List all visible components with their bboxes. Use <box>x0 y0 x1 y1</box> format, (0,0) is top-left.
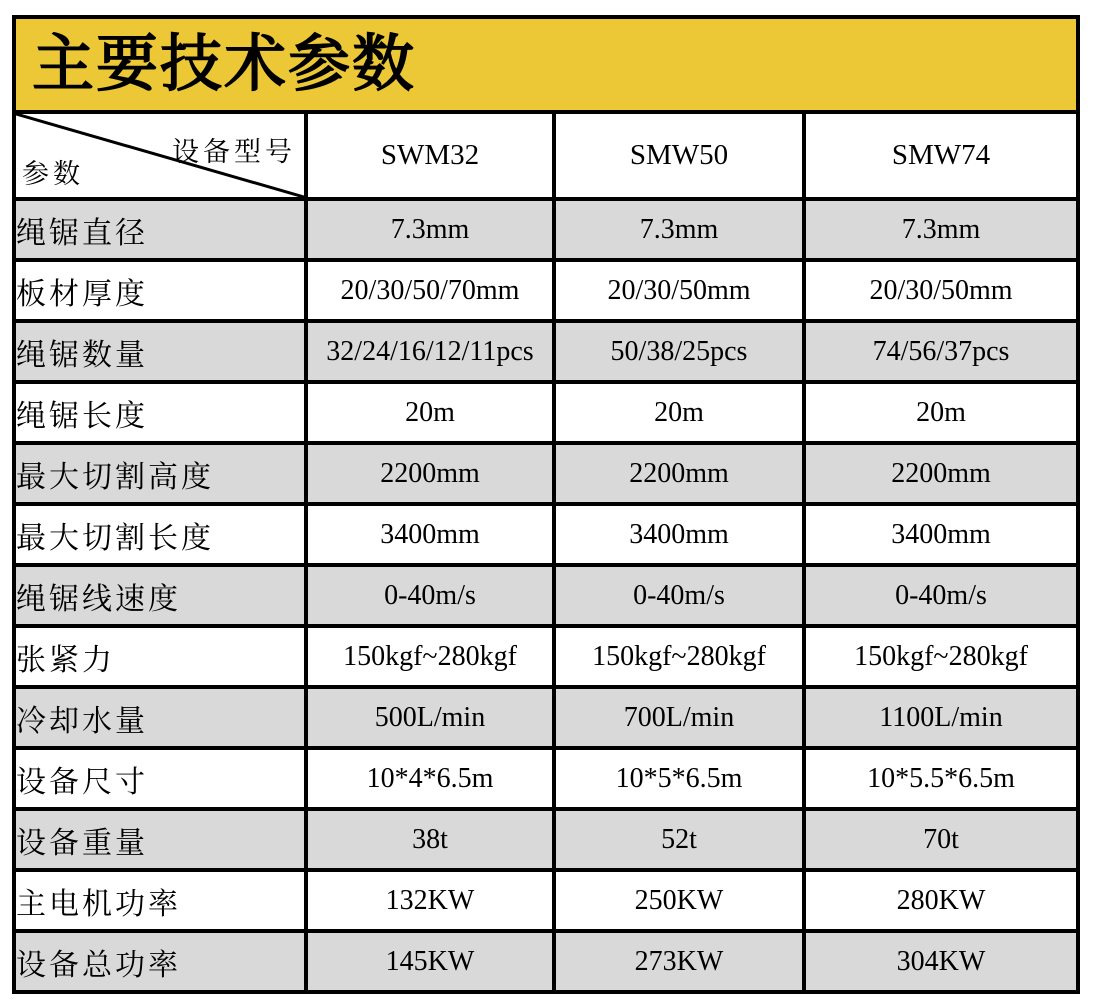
spec-value: 20m <box>554 382 804 443</box>
spec-label: 绳锯线速度 <box>14 565 306 626</box>
spec-value: 280KW <box>804 870 1078 931</box>
spec-value: 150kgf~280kgf <box>306 626 554 687</box>
spec-value: 10*5.5*6.5m <box>804 748 1078 809</box>
spec-label: 主电机功率 <box>14 870 306 931</box>
spec-value: 250KW <box>554 870 804 931</box>
corner-label-param: 参数 <box>22 159 84 189</box>
spec-value: 0-40m/s <box>554 565 804 626</box>
spec-value: 273KW <box>554 931 804 992</box>
spec-label: 设备尺寸 <box>14 748 306 809</box>
spec-label: 绳锯直径 <box>14 199 306 260</box>
spec-label: 绳锯长度 <box>14 382 306 443</box>
spec-label: 最大切割高度 <box>14 443 306 504</box>
spec-value: 7.3mm <box>306 199 554 260</box>
spec-label: 绳锯数量 <box>14 321 306 382</box>
spec-row <box>14 260 1078 321</box>
spec-value: 70t <box>804 809 1078 870</box>
spec-value: 0-40m/s <box>804 565 1078 626</box>
spec-value: 50/38/25pcs <box>554 321 804 382</box>
spec-value: 2200mm <box>804 443 1078 504</box>
spec-label: 最大切割长度 <box>14 504 306 565</box>
spec-value: 2200mm <box>554 443 804 504</box>
spec-row <box>14 870 1078 931</box>
spec-value: 145KW <box>306 931 554 992</box>
spec-value: 20/30/50mm <box>804 260 1078 321</box>
spec-label: 冷却水量 <box>14 687 306 748</box>
model-header-2: SMW50 <box>554 112 804 199</box>
model-header-1: SWM32 <box>306 112 554 199</box>
spec-value: 3400mm <box>554 504 804 565</box>
spec-value: 3400mm <box>804 504 1078 565</box>
spec-label: 设备重量 <box>14 809 306 870</box>
spec-row <box>14 626 1078 687</box>
spec-row <box>14 504 1078 565</box>
spec-value: 1100L/min <box>804 687 1078 748</box>
spec-value: 7.3mm <box>804 199 1078 260</box>
spec-value: 132KW <box>306 870 554 931</box>
spec-row <box>14 199 1078 260</box>
spec-value: 7.3mm <box>554 199 804 260</box>
spec-value: 150kgf~280kgf <box>804 626 1078 687</box>
spec-row <box>14 321 1078 382</box>
spec-label: 设备总功率 <box>14 931 306 992</box>
spec-value: 20m <box>306 382 554 443</box>
corner-cell <box>14 112 306 199</box>
title-band <box>14 17 1078 112</box>
spec-label: 板材厚度 <box>14 260 306 321</box>
spec-row <box>14 931 1078 992</box>
spec-value: 3400mm <box>306 504 554 565</box>
spec-value: 304KW <box>804 931 1078 992</box>
spec-value: 0-40m/s <box>306 565 554 626</box>
spec-value: 20m <box>804 382 1078 443</box>
spec-value: 10*4*6.5m <box>306 748 554 809</box>
spec-value: 20/30/50mm <box>554 260 804 321</box>
spec-row <box>14 443 1078 504</box>
spec-value: 38t <box>306 809 554 870</box>
spec-value: 74/56/37pcs <box>804 321 1078 382</box>
spec-table-body <box>14 199 1078 992</box>
spec-row <box>14 382 1078 443</box>
corner-label-model: 设备型号 <box>172 137 296 167</box>
model-header-3: SMW74 <box>804 112 1078 199</box>
spec-value: 150kgf~280kgf <box>554 626 804 687</box>
spec-value: 10*5*6.5m <box>554 748 804 809</box>
spec-value: 700L/min <box>554 687 804 748</box>
spec-value: 500L/min <box>306 687 554 748</box>
spec-value: 20/30/50/70mm <box>306 260 554 321</box>
spec-row <box>14 687 1078 748</box>
spec-row <box>14 748 1078 809</box>
spec-table <box>12 15 1080 994</box>
title-row <box>14 17 1078 112</box>
spec-value: 2200mm <box>306 443 554 504</box>
spec-label: 张紧力 <box>14 626 306 687</box>
spec-row <box>14 565 1078 626</box>
spec-row <box>14 809 1078 870</box>
page-title: 主要技术参数 <box>32 30 417 99</box>
spec-value: 52t <box>554 809 804 870</box>
spec-value: 32/24/16/12/11pcs <box>306 321 554 382</box>
header-row <box>14 112 1078 199</box>
